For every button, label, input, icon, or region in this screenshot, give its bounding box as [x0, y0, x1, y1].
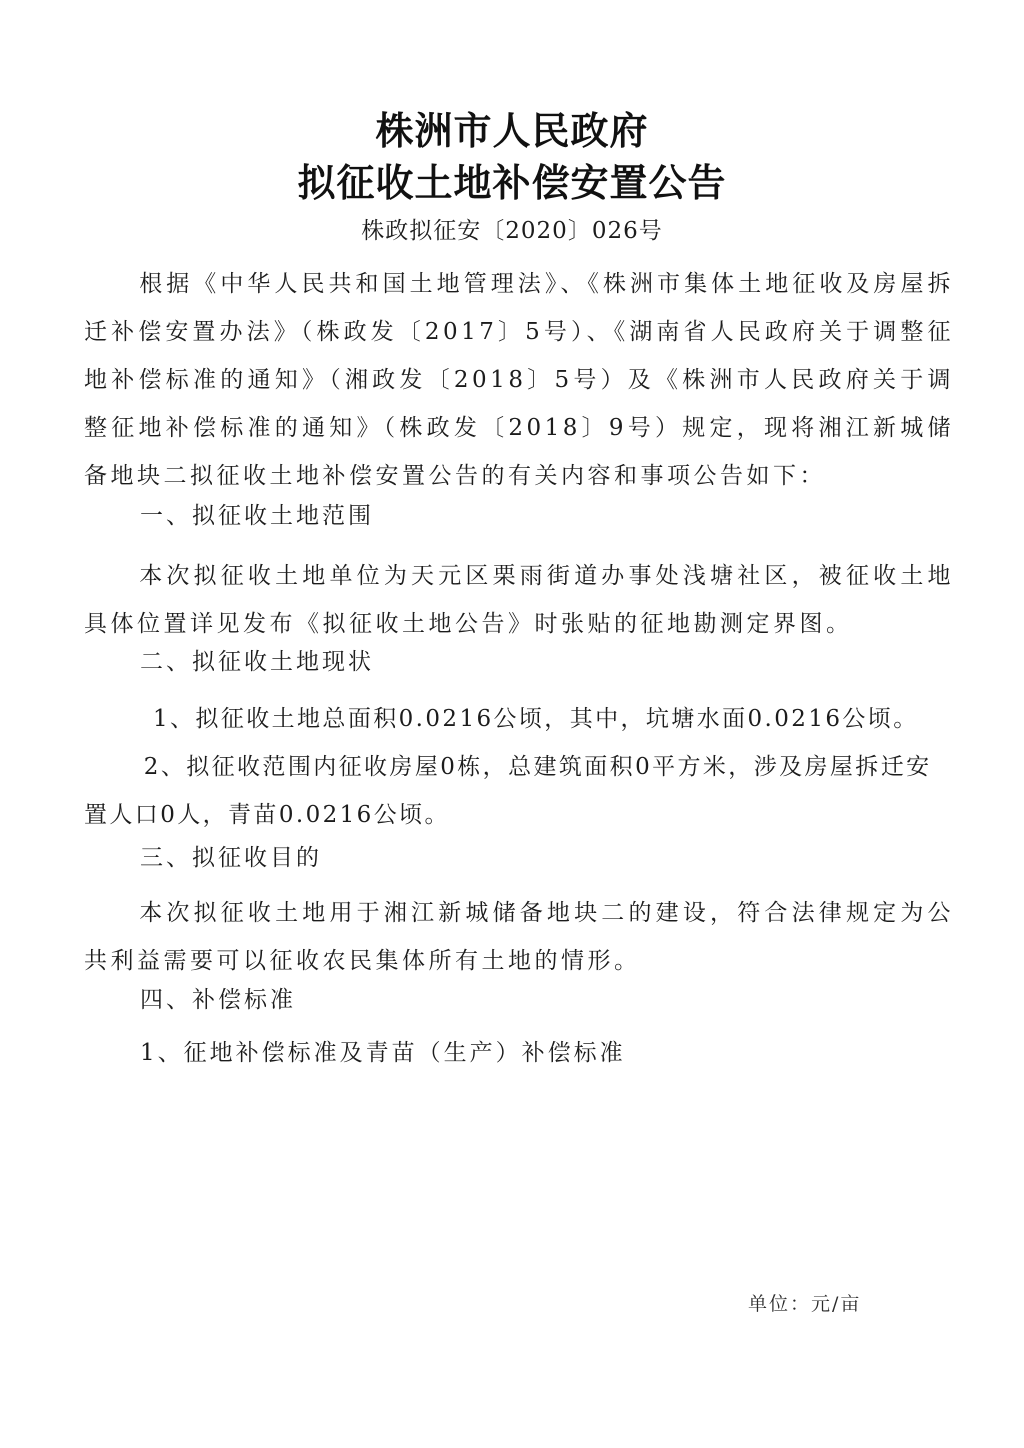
section-3-heading: 三、拟征收目的	[140, 845, 322, 871]
section-4-item-1: 1、征地补偿标准及青苗（生产）补偿标准	[140, 1040, 626, 1066]
section-2-item-2: 2、拟征收范围内征收房屋0栋，总建筑面积0平方米，涉及房屋拆迁安置人口0人，青苗0.0216公顷。	[84, 754, 932, 828]
section-3-body: 本次拟征收土地用于湘江新城储备地块二的建设，符合法律规定为公共利益需要可以征收农民集体所有土地的情形。	[84, 900, 954, 974]
intro-paragraph: 根据《中华人民共和国土地管理法》、《株洲市集体土地征收及房屋拆迁补偿安置办法》（株政发〔2017〕5号）、《湖南省人民政府关于调整征地补偿标准的通知》（湘政发〔2018〕5号）及《株洲市人民政府关于调整征地补偿标准的通知》（株政发〔2018〕9号）规定，现将湘江新城储备地块二拟征收土地补偿安置公告的有关内容和事项公告如下：	[84, 271, 954, 489]
unit-note: 单位：元/亩	[748, 1293, 862, 1315]
section-2-heading: 二、拟征收土地现状	[140, 649, 374, 675]
document-title: 拟征收土地补偿安置公告	[297, 161, 727, 205]
section-1-body: 本次拟征收土地单位为天元区栗雨街道办事处浅塘社区，被征收土地具体位置详见发布《拟征收土地公告》时张贴的征地勘测定界图。	[84, 563, 954, 637]
document-title-issuer: 株洲市人民政府	[375, 109, 649, 153]
section-4-heading: 四、补偿标准	[140, 987, 296, 1013]
section-2-item-1: 1、拟征收土地总面积0.0216公顷，其中，坑塘水面0.0216公顷。	[153, 706, 919, 732]
document-number: 株政拟征安〔2020〕026号	[361, 218, 663, 244]
section-1-heading: 一、拟征收土地范围	[140, 503, 374, 529]
